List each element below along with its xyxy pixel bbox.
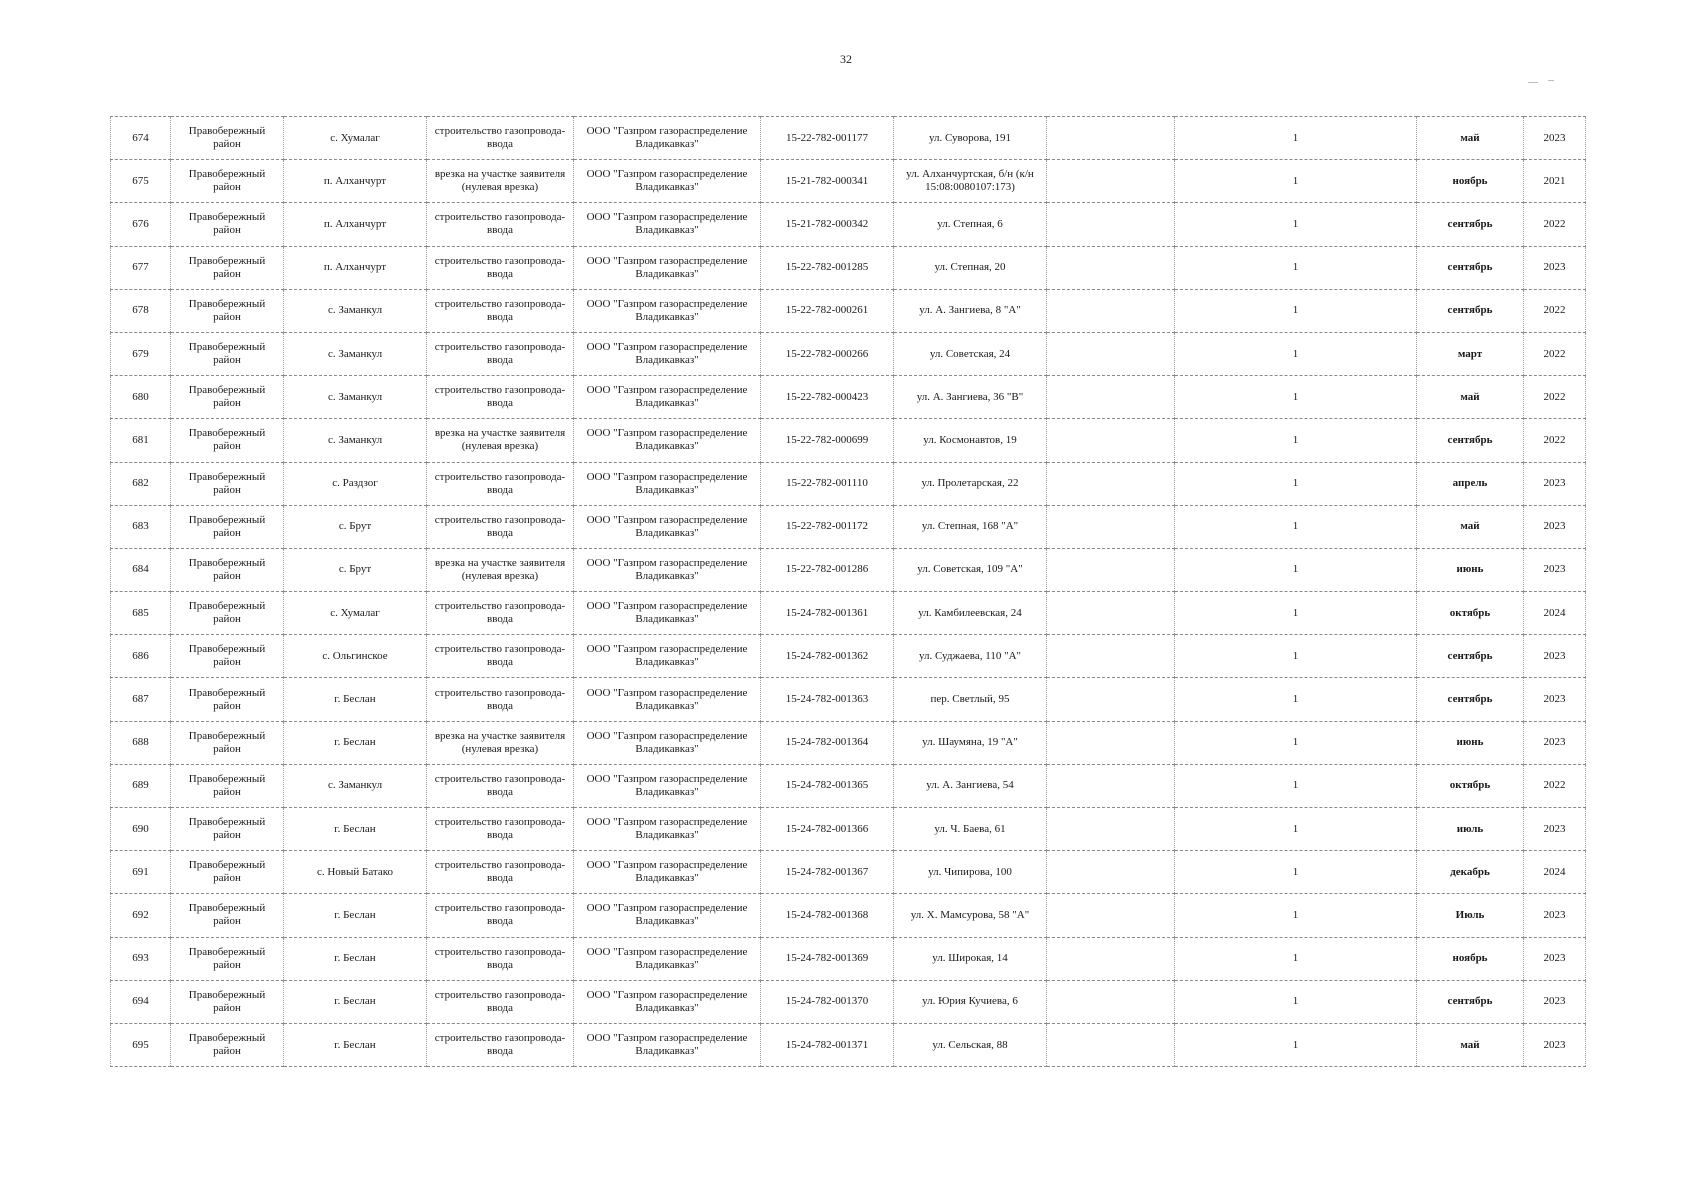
month-cell: октябрь [1417,764,1524,807]
month-cell: декабрь [1417,851,1524,894]
contract-number-cell: 15-22-782-001110 [761,462,894,505]
table-row [111,505,1586,548]
address-cell: ул. Камбилеевская, 24 [894,592,1047,635]
settlement-cell: г. Беслан [284,678,427,721]
settlement-cell: г. Беслан [284,937,427,980]
table-row [111,894,1586,937]
empty-cell [1047,937,1175,980]
row-number-cell: 687 [111,678,171,721]
settlement-cell: с. Брут [284,505,427,548]
quantity-cell: 1 [1175,1023,1417,1066]
contract-number-cell: 15-24-782-001367 [761,851,894,894]
district-cell: Правобережный район [171,376,284,419]
organization-cell: ООО "Газпром газораспределение Владикавказ" [574,332,761,375]
empty-cell [1047,117,1175,160]
row-number-cell: 682 [111,462,171,505]
empty-cell [1047,203,1175,246]
year-cell: 2023 [1524,548,1586,591]
work-type-cell: строительство газопровода-ввода [427,635,574,678]
table-row [111,462,1586,505]
organization-cell: ООО "Газпром газораспределение Владикавказ" [574,937,761,980]
district-cell: Правобережный район [171,851,284,894]
year-cell: 2022 [1524,764,1586,807]
settlement-cell: с. Заманкул [284,289,427,332]
work-type-cell: строительство газопровода-ввода [427,376,574,419]
settlement-cell: г. Беслан [284,894,427,937]
quantity-cell: 1 [1175,764,1417,807]
contract-number-cell: 15-22-782-000261 [761,289,894,332]
organization-cell: ООО "Газпром газораспределение Владикавказ" [574,203,761,246]
address-cell: пер. Светлый, 95 [894,678,1047,721]
organization-cell: ООО "Газпром газораспределение Владикавказ" [574,894,761,937]
year-cell: 2022 [1524,289,1586,332]
quantity-cell: 1 [1175,332,1417,375]
scan-speck [1528,82,1538,83]
work-type-cell: строительство газопровода-ввода [427,764,574,807]
row-number-cell: 684 [111,548,171,591]
district-cell: Правобережный район [171,462,284,505]
empty-cell [1047,592,1175,635]
row-number-cell: 676 [111,203,171,246]
district-cell: Правобережный район [171,1023,284,1066]
empty-cell [1047,419,1175,462]
settlement-cell: с. Раздзог [284,462,427,505]
quantity-cell: 1 [1175,937,1417,980]
district-cell: Правобережный район [171,505,284,548]
table-row [111,808,1586,851]
table-row [111,721,1586,764]
row-number-cell: 691 [111,851,171,894]
quantity-cell: 1 [1175,160,1417,203]
year-cell: 2023 [1524,937,1586,980]
page-number: 32 [840,52,852,66]
year-cell: 2024 [1524,851,1586,894]
settlement-cell: с. Брут [284,548,427,591]
table-row [111,937,1586,980]
address-cell: ул. Шаумяна, 19 "А" [894,721,1047,764]
work-type-cell: строительство газопровода-ввода [427,203,574,246]
address-cell: ул. Пролетарская, 22 [894,462,1047,505]
year-cell: 2022 [1524,203,1586,246]
address-cell: ул. Космонавтов, 19 [894,419,1047,462]
settlement-cell: с. Заманкул [284,332,427,375]
gasification-table [110,116,1586,1067]
work-type-cell: строительство газопровода-ввода [427,332,574,375]
organization-cell: ООО "Газпром газораспределение Владикавказ" [574,289,761,332]
empty-cell [1047,851,1175,894]
settlement-cell: с. Заманкул [284,376,427,419]
year-cell: 2023 [1524,635,1586,678]
year-cell: 2023 [1524,246,1586,289]
district-cell: Правобережный район [171,764,284,807]
empty-cell [1047,160,1175,203]
contract-number-cell: 15-22-782-001172 [761,505,894,548]
quantity-cell: 1 [1175,548,1417,591]
table-row [111,289,1586,332]
work-type-cell: врезка на участке заявителя (нулевая врезка) [427,160,574,203]
year-cell: 2023 [1524,721,1586,764]
work-type-cell: врезка на участке заявителя (нулевая врезка) [427,721,574,764]
quantity-cell: 1 [1175,419,1417,462]
year-cell: 2023 [1524,462,1586,505]
month-cell: май [1417,117,1524,160]
work-type-cell: строительство газопровода-ввода [427,246,574,289]
settlement-cell: п. Алханчурт [284,203,427,246]
empty-cell [1047,505,1175,548]
address-cell: ул. Степная, 168 "А" [894,505,1047,548]
table-row [111,1023,1586,1066]
work-type-cell: строительство газопровода-ввода [427,117,574,160]
scan-speck [1548,80,1554,81]
organization-cell: ООО "Газпром газораспределение Владикавказ" [574,246,761,289]
month-cell: сентябрь [1417,678,1524,721]
year-cell: 2023 [1524,117,1586,160]
contract-number-cell: 15-21-782-000341 [761,160,894,203]
settlement-cell: п. Алханчурт [284,246,427,289]
row-number-cell: 685 [111,592,171,635]
empty-cell [1047,332,1175,375]
organization-cell: ООО "Газпром газораспределение Владикавказ" [574,592,761,635]
organization-cell: ООО "Газпром газораспределение Владикавказ" [574,419,761,462]
work-type-cell: строительство газопровода-ввода [427,678,574,721]
district-cell: Правобережный район [171,937,284,980]
work-type-cell: строительство газопровода-ввода [427,808,574,851]
table-row [111,117,1586,160]
year-cell: 2022 [1524,419,1586,462]
settlement-cell: с. Заманкул [284,764,427,807]
settlement-cell: с. Заманкул [284,419,427,462]
address-cell: ул. Суворова, 191 [894,117,1047,160]
work-type-cell: строительство газопровода-ввода [427,851,574,894]
table-row [111,332,1586,375]
month-cell: май [1417,1023,1524,1066]
quantity-cell: 1 [1175,894,1417,937]
empty-cell [1047,1023,1175,1066]
row-number-cell: 677 [111,246,171,289]
district-cell: Правобережный район [171,246,284,289]
address-cell: ул. Юрия Кучиева, 6 [894,980,1047,1023]
year-cell: 2022 [1524,376,1586,419]
empty-cell [1047,635,1175,678]
row-number-cell: 680 [111,376,171,419]
table-row [111,203,1586,246]
organization-cell: ООО "Газпром газораспределение Владикавказ" [574,548,761,591]
row-number-cell: 695 [111,1023,171,1066]
organization-cell: ООО "Газпром газораспределение Владикавказ" [574,462,761,505]
quantity-cell: 1 [1175,117,1417,160]
settlement-cell: с. Ольгинское [284,635,427,678]
work-type-cell: врезка на участке заявителя (нулевая врезка) [427,419,574,462]
organization-cell: ООО "Газпром газораспределение Владикавказ" [574,764,761,807]
work-type-cell: строительство газопровода-ввода [427,1023,574,1066]
empty-cell [1047,289,1175,332]
address-cell: ул. Ч. Баева, 61 [894,808,1047,851]
district-cell: Правобережный район [171,332,284,375]
empty-cell [1047,462,1175,505]
district-cell: Правобережный район [171,160,284,203]
contract-number-cell: 15-24-782-001369 [761,937,894,980]
address-cell: ул. А. Зангиева, 36 "В" [894,376,1047,419]
quantity-cell: 1 [1175,246,1417,289]
district-cell: Правобережный район [171,721,284,764]
table-row [111,246,1586,289]
year-cell: 2023 [1524,505,1586,548]
organization-cell: ООО "Газпром газораспределение Владикавказ" [574,635,761,678]
work-type-cell: строительство газопровода-ввода [427,894,574,937]
table-body [111,117,1586,1067]
empty-cell [1047,721,1175,764]
district-cell: Правобережный район [171,203,284,246]
year-cell: 2022 [1524,332,1586,375]
organization-cell: ООО "Газпром газораспределение Владикавказ" [574,980,761,1023]
quantity-cell: 1 [1175,203,1417,246]
row-number-cell: 686 [111,635,171,678]
quantity-cell: 1 [1175,289,1417,332]
settlement-cell: с. Хумалаг [284,592,427,635]
address-cell: ул. Алханчуртская, б/н (к/н 15:08:0080107:173) [894,160,1047,203]
month-cell: сентябрь [1417,419,1524,462]
settlement-cell: г. Беслан [284,1023,427,1066]
work-type-cell: строительство газопровода-ввода [427,980,574,1023]
address-cell: ул. Степная, 6 [894,203,1047,246]
contract-number-cell: 15-22-782-000699 [761,419,894,462]
quantity-cell: 1 [1175,721,1417,764]
empty-cell [1047,678,1175,721]
year-cell: 2023 [1524,678,1586,721]
month-cell: сентябрь [1417,246,1524,289]
table-row [111,678,1586,721]
quantity-cell: 1 [1175,376,1417,419]
contract-number-cell: 15-24-782-001370 [761,980,894,1023]
district-cell: Правобережный район [171,678,284,721]
month-cell: ноябрь [1417,160,1524,203]
table-row [111,592,1586,635]
empty-cell [1047,376,1175,419]
month-cell: март [1417,332,1524,375]
district-cell: Правобережный район [171,548,284,591]
settlement-cell: с. Хумалаг [284,117,427,160]
address-cell: ул. Суджаева, 110 "А" [894,635,1047,678]
table-row [111,635,1586,678]
month-cell: октябрь [1417,592,1524,635]
organization-cell: ООО "Газпром газораспределение Владикавказ" [574,117,761,160]
quantity-cell: 1 [1175,808,1417,851]
row-number-cell: 693 [111,937,171,980]
contract-number-cell: 15-22-782-000423 [761,376,894,419]
year-cell: 2023 [1524,1023,1586,1066]
address-cell: ул. Широкая, 14 [894,937,1047,980]
row-number-cell: 688 [111,721,171,764]
year-cell: 2023 [1524,980,1586,1023]
contract-number-cell: 15-22-782-001177 [761,117,894,160]
district-cell: Правобережный район [171,117,284,160]
row-number-cell: 675 [111,160,171,203]
work-type-cell: строительство газопровода-ввода [427,937,574,980]
district-cell: Правобережный район [171,808,284,851]
row-number-cell: 694 [111,980,171,1023]
row-number-cell: 692 [111,894,171,937]
contract-number-cell: 15-24-782-001362 [761,635,894,678]
contract-number-cell: 15-22-782-000266 [761,332,894,375]
month-cell: июнь [1417,548,1524,591]
empty-cell [1047,246,1175,289]
address-cell: ул. Х. Мамсурова, 58 "А" [894,894,1047,937]
empty-cell [1047,548,1175,591]
organization-cell: ООО "Газпром газораспределение Владикавказ" [574,160,761,203]
year-cell: 2023 [1524,808,1586,851]
empty-cell [1047,980,1175,1023]
contract-number-cell: 15-22-782-001285 [761,246,894,289]
organization-cell: ООО "Газпром газораспределение Владикавказ" [574,1023,761,1066]
settlement-cell: п. Алханчурт [284,160,427,203]
quantity-cell: 1 [1175,635,1417,678]
table-row [111,160,1586,203]
organization-cell: ООО "Газпром газораспределение Владикавказ" [574,376,761,419]
settlement-cell: г. Беслан [284,721,427,764]
contract-number-cell: 15-24-782-001368 [761,894,894,937]
contract-number-cell: 15-24-782-001371 [761,1023,894,1066]
contract-number-cell: 15-24-782-001361 [761,592,894,635]
address-cell: ул. Советская, 109 "А" [894,548,1047,591]
address-cell: ул. Сельская, 88 [894,1023,1047,1066]
work-type-cell: строительство газопровода-ввода [427,462,574,505]
month-cell: июль [1417,808,1524,851]
month-cell: июнь [1417,721,1524,764]
month-cell: апрель [1417,462,1524,505]
organization-cell: ООО "Газпром газораспределение Владикавказ" [574,808,761,851]
quantity-cell: 1 [1175,980,1417,1023]
organization-cell: ООО "Газпром газораспределение Владикавказ" [574,505,761,548]
month-cell: Июль [1417,894,1524,937]
month-cell: ноябрь [1417,937,1524,980]
table-row [111,419,1586,462]
organization-cell: ООО "Газпром газораспределение Владикавказ" [574,851,761,894]
empty-cell [1047,894,1175,937]
address-cell: ул. Советская, 24 [894,332,1047,375]
settlement-cell: с. Новый Батако [284,851,427,894]
contract-number-cell: 15-24-782-001366 [761,808,894,851]
district-cell: Правобережный район [171,635,284,678]
month-cell: сентябрь [1417,203,1524,246]
empty-cell [1047,764,1175,807]
settlement-cell: г. Беслан [284,980,427,1023]
table-row [111,548,1586,591]
district-cell: Правобережный район [171,419,284,462]
quantity-cell: 1 [1175,505,1417,548]
quantity-cell: 1 [1175,851,1417,894]
empty-cell [1047,808,1175,851]
quantity-cell: 1 [1175,462,1417,505]
month-cell: сентябрь [1417,635,1524,678]
table-row [111,980,1586,1023]
row-number-cell: 678 [111,289,171,332]
contract-number-cell: 15-24-782-001364 [761,721,894,764]
district-cell: Правобережный район [171,592,284,635]
row-number-cell: 674 [111,117,171,160]
contract-number-cell: 15-24-782-001363 [761,678,894,721]
contract-number-cell: 15-24-782-001365 [761,764,894,807]
district-cell: Правобережный район [171,894,284,937]
month-cell: сентябрь [1417,289,1524,332]
year-cell: 2021 [1524,160,1586,203]
address-cell: ул. А. Зангиева, 8 "А" [894,289,1047,332]
address-cell: ул. Степная, 20 [894,246,1047,289]
work-type-cell: строительство газопровода-ввода [427,592,574,635]
organization-cell: ООО "Газпром газораспределение Владикавказ" [574,721,761,764]
month-cell: май [1417,505,1524,548]
table-row [111,764,1586,807]
year-cell: 2024 [1524,592,1586,635]
row-number-cell: 679 [111,332,171,375]
table-row [111,851,1586,894]
contract-number-cell: 15-22-782-001286 [761,548,894,591]
row-number-cell: 689 [111,764,171,807]
row-number-cell: 690 [111,808,171,851]
work-type-cell: строительство газопровода-ввода [427,289,574,332]
work-type-cell: строительство газопровода-ввода [427,505,574,548]
organization-cell: ООО "Газпром газораспределение Владикавказ" [574,678,761,721]
district-cell: Правобережный район [171,289,284,332]
contract-number-cell: 15-21-782-000342 [761,203,894,246]
table-row [111,376,1586,419]
address-cell: ул. Чипирова, 100 [894,851,1047,894]
month-cell: май [1417,376,1524,419]
district-cell: Правобережный район [171,980,284,1023]
row-number-cell: 681 [111,419,171,462]
settlement-cell: г. Беслан [284,808,427,851]
row-number-cell: 683 [111,505,171,548]
month-cell: сентябрь [1417,980,1524,1023]
work-type-cell: врезка на участке заявителя (нулевая врезка) [427,548,574,591]
quantity-cell: 1 [1175,592,1417,635]
address-cell: ул. А. Зангиева, 54 [894,764,1047,807]
quantity-cell: 1 [1175,678,1417,721]
year-cell: 2023 [1524,894,1586,937]
